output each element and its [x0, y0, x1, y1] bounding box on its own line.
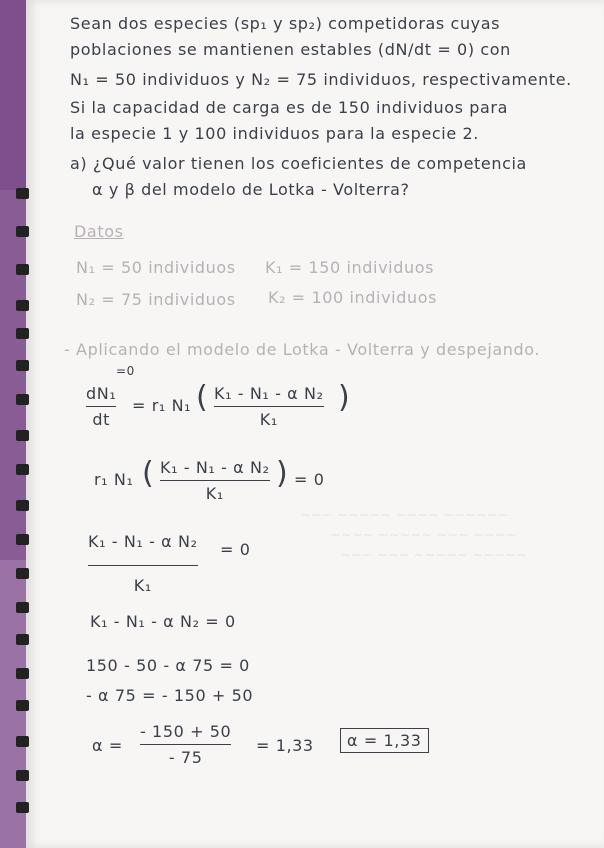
- statement-line-5: la especie 1 y 100 individuos para la especie 2.: [70, 124, 479, 143]
- eq5: 150 - 50 - α 75 = 0: [86, 656, 250, 675]
- statement-line-1: Sean dos especies (sp₁ y sp₂) competidoras cuyas: [70, 14, 501, 33]
- bleed-text-3: ~~~ ~~~ ~~~~~ ~~~~~: [340, 548, 527, 563]
- eq2-right: = 0: [294, 470, 325, 489]
- eq2-left: r₁ N₁: [94, 470, 134, 489]
- eq1-rhs-fraction: K₁ - N₁ - α N₂ K₁: [214, 384, 324, 429]
- datos-n1: N₁ = 50 individuos: [76, 258, 236, 277]
- eq4: K₁ - N₁ - α N₂ = 0: [90, 612, 236, 631]
- question-line-1: a) ¿Qué valor tienen los coeficientes de competencia: [70, 154, 527, 173]
- eq3-fraction: K₁ - N₁ - α N₂ K₁: [88, 532, 198, 595]
- bleed-text-2: ~~~~ ~~~~~ ~~~ ~~~~: [330, 528, 517, 543]
- spiral-holes: [16, 188, 40, 828]
- eq1-paren-open: (: [196, 380, 209, 415]
- question-line-2: α y β del modelo de Lotka - Volterra?: [92, 180, 410, 199]
- bleed-text-1: ~~~ ~~~~~ ~~~~ ~~~~~~: [300, 508, 509, 523]
- statement-line-2: poblaciones se mantienen estables (dN/dt = 0) con: [70, 40, 511, 59]
- eq6: - α 75 = - 150 + 50: [86, 686, 254, 705]
- eq7-result: = 1,33: [256, 736, 314, 755]
- final-answer-box: α = 1,33: [340, 728, 429, 753]
- eq2-paren-open: (: [142, 456, 155, 491]
- eq3-right: = 0: [220, 540, 251, 559]
- datos-heading: Datos: [74, 222, 124, 241]
- eq1-lhs-fraction: dN₁ dt: [86, 384, 117, 429]
- datos-k1: K₁ = 150 individuos: [265, 258, 435, 277]
- eq7-fraction: - 150 + 50 - 75: [140, 722, 232, 767]
- datos-k2: K₂ = 100 individuos: [268, 288, 438, 307]
- eq2-fraction: K₁ - N₁ - α N₂ K₁: [160, 458, 270, 503]
- datos-n2: N₂ = 75 individuos: [76, 290, 236, 309]
- statement-line-4: Si la capacidad de carga es de 150 individuos para: [70, 98, 508, 117]
- statement-line-3: N₁ = 50 individuos y N₂ = 75 individuos, respectivamente.: [70, 70, 572, 89]
- eq2-paren-close: ): [276, 456, 289, 491]
- eq1-mid: = r₁ N₁: [132, 396, 192, 415]
- eq7-left: α =: [92, 736, 123, 755]
- method-text: - Aplicando el modelo de Lotka - Volterra y despejando.: [64, 340, 541, 359]
- eq1-zero-mark: =0: [116, 364, 135, 378]
- eq1-paren-close: ): [338, 380, 351, 415]
